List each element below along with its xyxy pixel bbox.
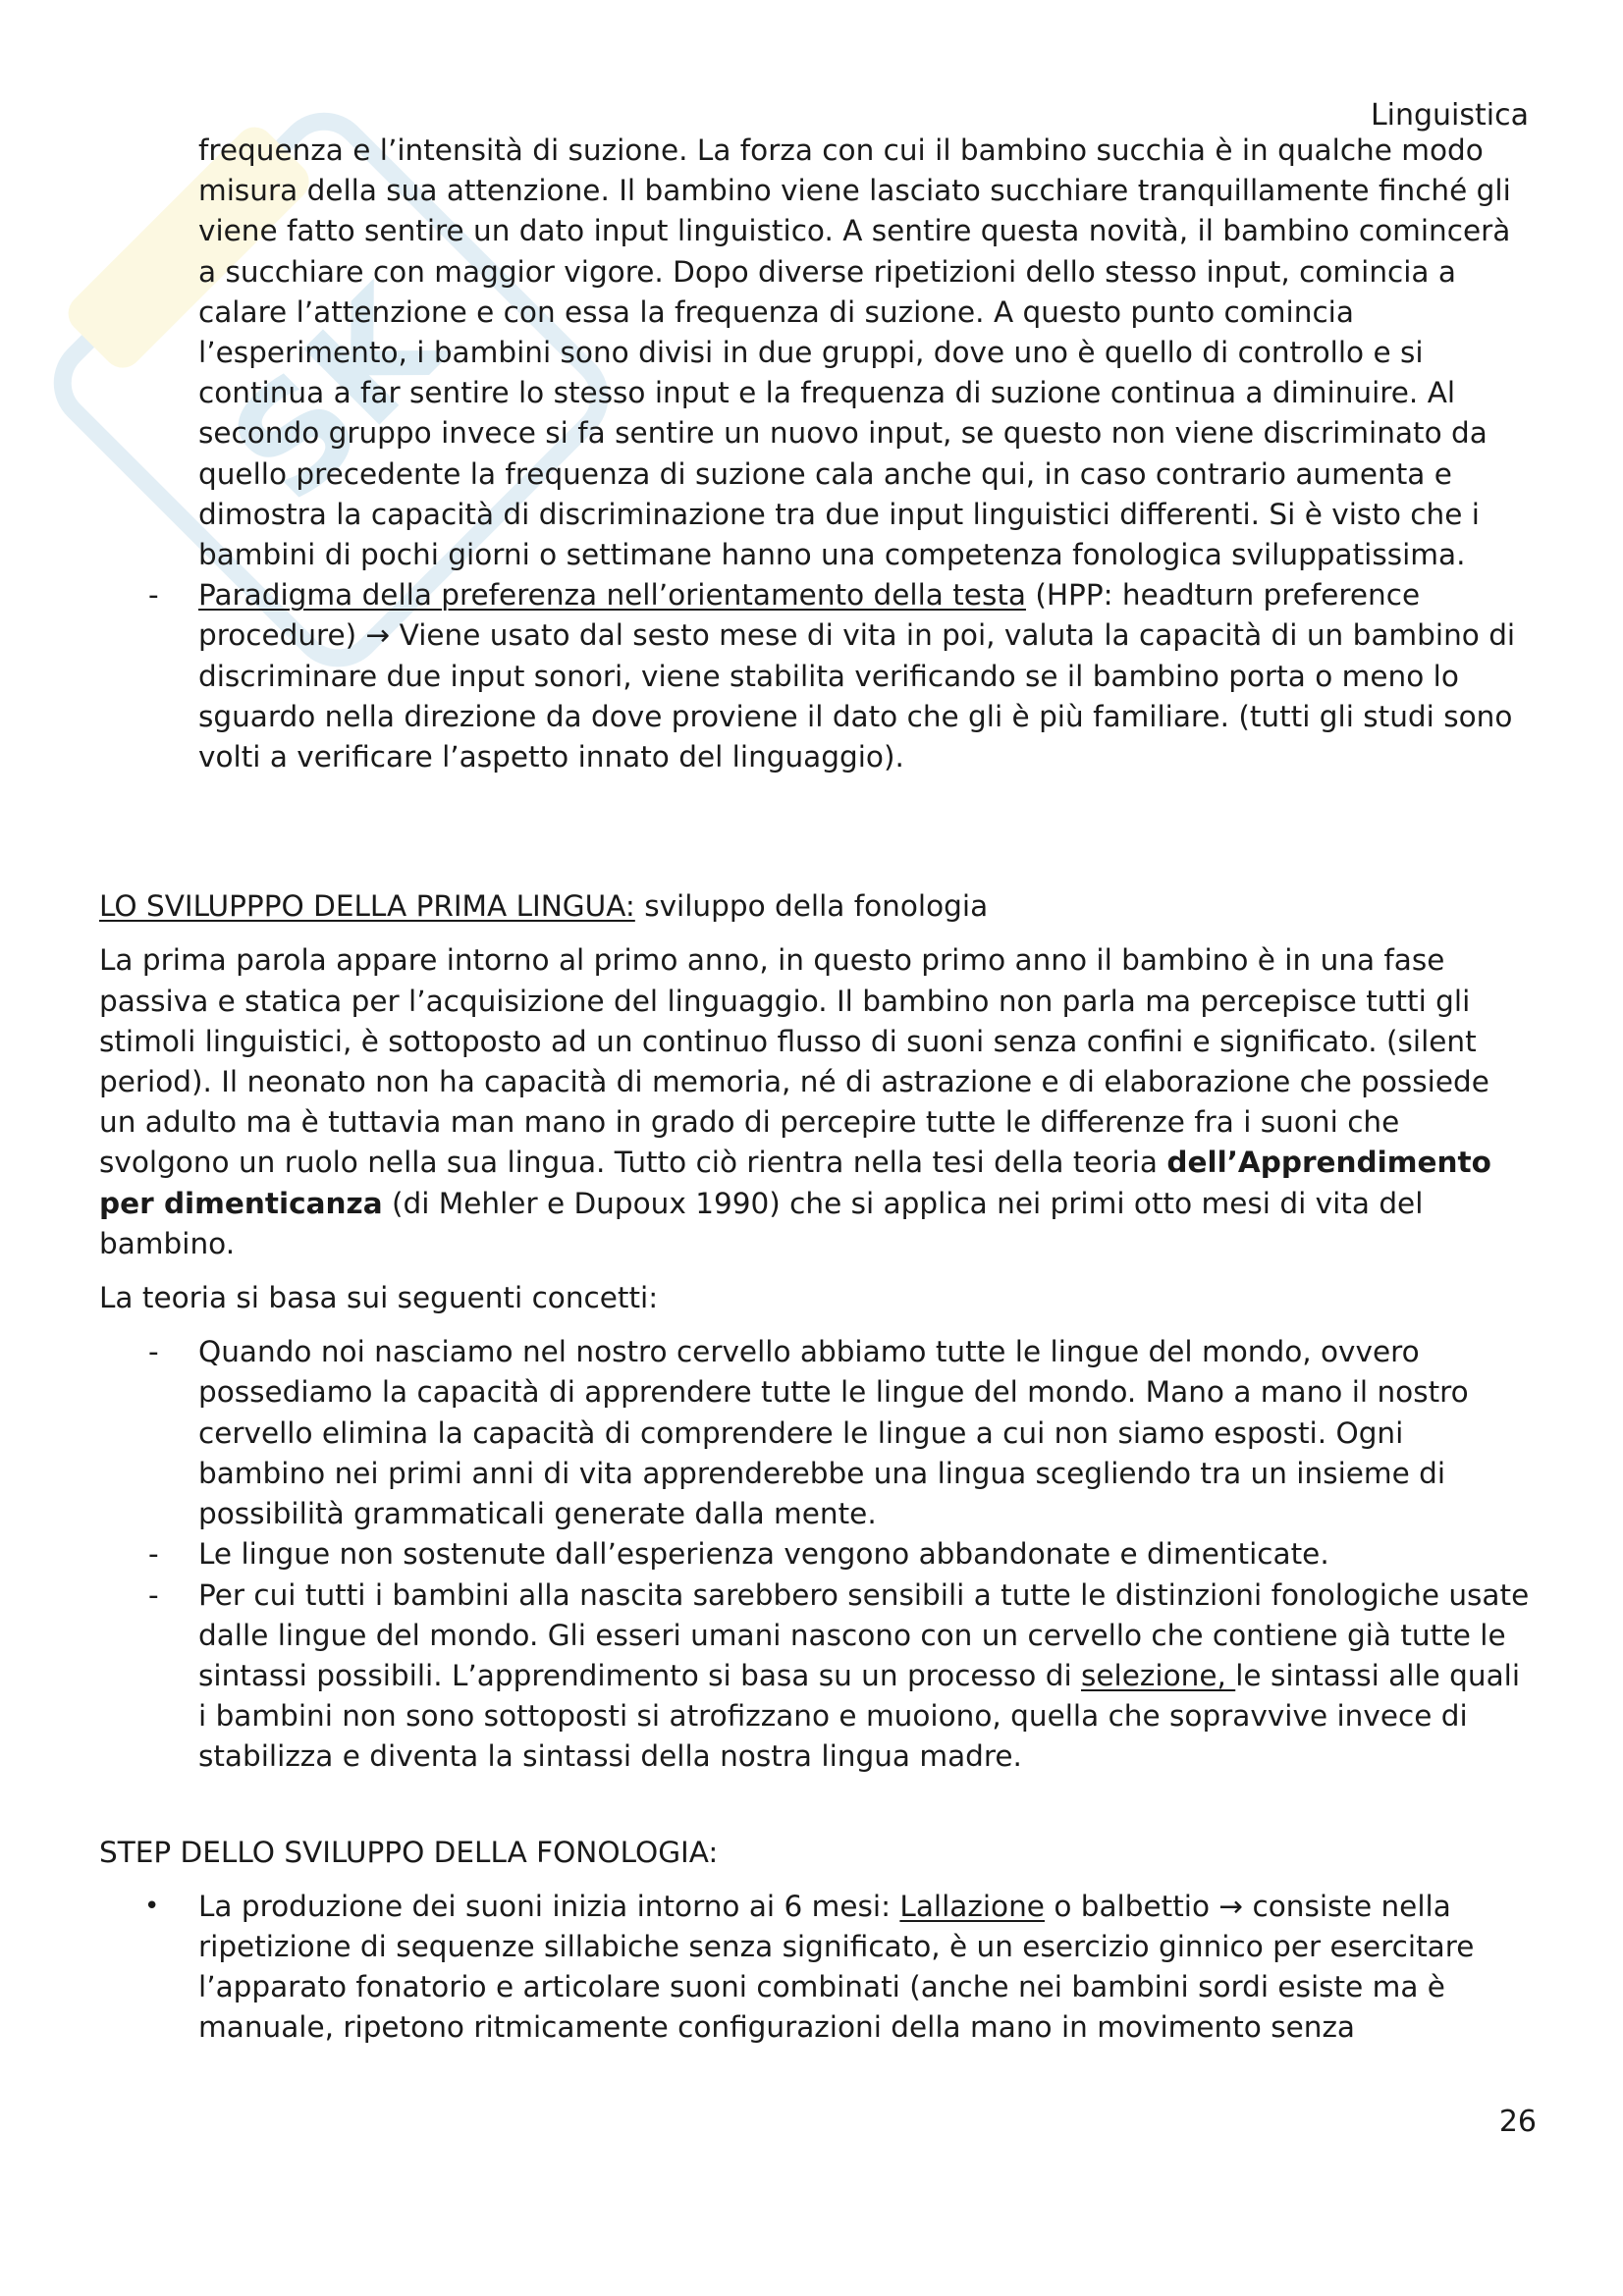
concept-list-item [99, 1575, 1533, 1778]
concept-text: Quando noi nasciamo nel nostro cervello abbiamo tutte le lingue del mondo, ovvero possediamo la capacità di apprendere tutte le lingue del mondo. Mano a mano il nostro cervello elimina la capacità di comprendere le lingue a cui non siamo esposti. Ogni bambino nei primi anni di vita apprenderebbe una lingua scegliendo tra un insieme di possibilità grammaticali generate dalla mente. [198, 1335, 1469, 1531]
section1-theory-name: dell’Apprendimento per dimenticanza [99, 1146, 1491, 1220]
concept-text-after: le sintassi alle quali i bambini non sono sottoposti si atrofizzano e muoiono, quella che sopravvive invece di stabilizza e diventa la sintassi della nostra lingua madre. [198, 1658, 1521, 1774]
section1-paragraph [99, 940, 1533, 1264]
section1-heading-rest: sviluppo della fonologia [634, 889, 989, 924]
document-body [99, 131, 1533, 2049]
step-text-after: o balbettio → consiste nella ripetizione di sequenze sillabiche senza significato, è un esercizio ginnico per esercitare l’apparato fonatorio e articolare suoni combinati (anche nei bambini sordi esiste ma è manuale, ripetono ritmicamente configurazioni della mano in movimento senza [198, 1889, 1475, 2045]
section1-list-intro: La teoria si basa sui seguenti concetti: [99, 1281, 659, 1315]
concept-list-item [99, 1332, 1533, 1534]
intro-paragraph: frequenza e l’intensità di suzione. La forza con cui il bambino succhia è in qualche modo misura della sua attenzione. Il bambino viene lasciato succhiare tranquillamente finché gli viene fatto sentire un dato input linguistico. A sentire questa novità, il bambino comincerà a succhiare con maggior vigore. Dopo diverse ripetizioni dello stesso input, comincia a calare l’attenzione e con essa la frequenza di suzione. A questo punto comincia l’esperimento, i bambini sono divisi in due gruppi, dove uno è quello di controllo e si continua a far sentire lo stesso input e la frequenza di suzione continua a diminuire. Al secondo gruppo invece si fa sentire un nuovo input, se questo non viene discriminato da quello precedente la frequenza di suzione cala anche qui, in caso contrario aumenta e dimostra la capacità di discriminazione tra due input linguistici differenti. Si è visto che i bambini di pochi giorni o settimane hanno una competenza fonologica sviluppatissima. [198, 133, 1511, 572]
svg-text:SK: SK [198, 257, 476, 535]
header-title: Linguistica [1370, 98, 1529, 133]
hpp-list-item [99, 575, 1533, 777]
step-list-item [99, 1887, 1533, 2049]
dash-marker: - [148, 578, 159, 613]
page-number: 26 [1498, 2105, 1537, 2139]
section1-heading [99, 886, 1533, 927]
section1-heading-underlined: LO SVILUPPPO DELLA PRIMA LINGUA: [99, 889, 635, 924]
dash-marker: - [148, 1335, 159, 1369]
hpp-term: Paradigma della preferenza nell’orientamento della testa [198, 578, 1026, 613]
step-text-underlined: Lallazione [899, 1889, 1045, 1923]
section1-paragraph-after: (di Mehler e Dupoux 1990) che si applica nei primi otto mesi di vita del bambino. [99, 1186, 1424, 1260]
hpp-text: (HPP: headturn preference procedure) → Viene usato dal sesto mese di vita in poi, valuta la capacità di un bambino di discriminare due input sonori, viene stabilita verificando se il bambino porta o meno lo sguardo nella direzione da dove proviene il dato che gli è più familiare. (tutti gli studi sono volti a verificare l’aspetto innato del linguaggio). [198, 578, 1516, 774]
dash-marker: - [148, 1537, 159, 1572]
concept-list-item [99, 1534, 1533, 1575]
concept-text-before: Per cui tutti i bambini alla nascita sarebbero sensibili a tutte le distinzioni fonologiche usate dalle lingue del mondo. Gli esseri umani nascono con un cervello che contiene già tutte le sintassi possibili. L’apprendimento si basa su un processo di [198, 1577, 1530, 1692]
section2-heading: STEP DELLO SVILUPPO DELLA FONOLOGIA: [99, 1835, 719, 1869]
section1-paragraph-before: La prima parola appare intorno al primo anno, in questo primo anno il bambino è in una fase passiva e statica per l’acquisizione del linguaggio. Il bambino non parla ma percepisce tutti gli stimoli linguistici, è sottoposto ad un continuo flusso di suoni senza confini e significato. (silent period). Il neonato non ha capacità di memoria, né di astrazione e di elaborazione che possiede un adulto ma è tuttavia man mano in grado di percepire tutte le differenze fra i suoni che svolgono un ruolo nella sua lingua. Tutto ciò rientra nella tesi della teoria [99, 943, 1489, 1180]
step-text-before: La produzione dei suoni inizia intorno ai 6 mesi: [198, 1889, 900, 1923]
concept-text: Le lingue non sostenute dall’esperienza vengono abbandonate e dimenticate. [198, 1537, 1329, 1572]
bullet-marker: • [144, 1891, 160, 1921]
concept-text-underlined: selezione, [1081, 1658, 1236, 1692]
dash-marker: - [148, 1577, 159, 1612]
